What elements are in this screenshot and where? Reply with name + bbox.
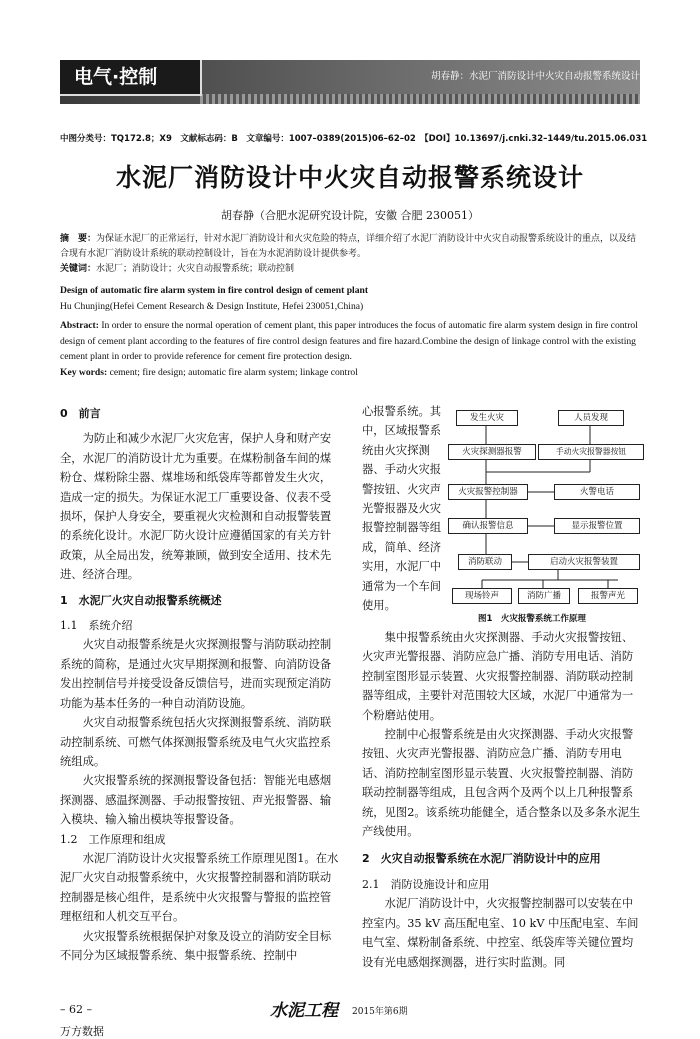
heading-1-1: 1.1 系统介绍	[60, 619, 133, 633]
fig-node-show-location: 显示报警位置	[554, 518, 640, 534]
keywords-en-label: Key words:	[60, 366, 108, 378]
journal-name: 水泥工程	[270, 1001, 338, 1021]
fig-node-start-device: 启动火灾报警装置	[528, 554, 640, 570]
fig-node-phone: 火警电话	[554, 484, 640, 500]
author-line: 胡春静（合肥水泥研究设计院，安徽 合肥 230051）	[221, 209, 479, 222]
keywords-en-text: cement; fire design; automatic fire alarm system; linkage control	[109, 366, 358, 378]
fig-node-detector: 火灾探测器报警	[448, 444, 536, 460]
figure-1	[448, 408, 644, 626]
para-1-1-c: 火灾报警系统的探测报警设备包括：智能光电感烟探测器、感温探测器、手动报警按钮、声光报警器、输入模块、输入输出模块等报警设备。	[60, 774, 332, 827]
classification-line: 中图分类号：TQ172.8；X9 文献标志码：B 文章编号：1007–0389(2015)06–62–02 【DOI】10.13697/j.cnki.32–1449/tu.2015.06.031	[60, 134, 648, 144]
para-central-system: 集中报警系统由火灾探测器、手动火灾报警按钮、火灾声光警报器、消防应急广播、消防专用电话、消防控制室图形显示装置、火灾报警控制器、消防联动控制器等组成，主要针对范围较大区域，水泥厂中通常为一个粉磨站使用。	[362, 631, 634, 722]
heading-2: 2 火灾自动报警系统在水泥厂消防设计中的应用	[362, 852, 601, 866]
fig-node-manual-button: 手动火灾报警器按钮	[538, 444, 644, 460]
para-1-1-b: 火灾自动报警系统包括火灾探测报警系统、消防联动控制系统、可燃气体探测报警系统及电气火灾监控系统组成。	[60, 716, 332, 768]
fig-node-confirm: 确认报警信息	[448, 518, 528, 534]
header-stripe	[200, 94, 640, 104]
para-1-1-a: 火灾自动报警系统是火灾探测报警与消防联动控制系统的简称，是通过火灾早期探测和报警、向消防设备发出控制信号并接受设备反馈信号，进而实现预定消防功能为基本任务的一种自动消防设施。	[60, 638, 332, 710]
fig-node-controller: 火灾报警控制器	[448, 484, 528, 500]
heading-1: 1 水泥厂火灾自动报警系统概述	[60, 593, 222, 607]
right-column	[362, 628, 644, 972]
fig-node-broadcast: 消防广播	[518, 588, 570, 604]
left-column	[60, 404, 342, 965]
abstract-cn-text: 为保证水泥厂的正常运行，针对水泥厂消防设计和火灾危险的特点，详细介绍了水泥厂消防设计中火灾自动报警系统设计的重点，以及结合现有水泥厂消防设计系统的联动控制设计，旨在为水泥消防设计提供参考。	[60, 234, 637, 259]
para-2-1: 水泥厂消防设计中，火灾报警控制器可以安装在中控室内。35 kV 高压配电室、10 kV 中压配电室、车间电气室、煤粉制备系统、中控室、纸袋库等关键位置均设有光电感烟探测器，进行实时监测。同	[362, 897, 639, 969]
figure-1-caption: 图1 火灾报警系统工作原理	[478, 614, 586, 624]
fig-node-sound-light: 报警声光	[578, 588, 638, 604]
abstract-en-label: Abstract:	[60, 320, 99, 331]
para-1-2-b: 火灾报警系统根据保护对象及设立的消防安全目标不同分为区域报警系统、集中报警系统、控制中	[60, 929, 332, 962]
fig-node-person: 人员发现	[558, 410, 624, 426]
heading-0: 0 前言	[60, 407, 101, 420]
paper-title: 水泥厂消防设计中火灾自动报警系统设计	[115, 163, 584, 192]
para-intro: 为防止和减少水泥厂火灾危害，保护人身和财产安全，水泥厂的消防设计尤为重要。在煤粉制备车间的煤粉仓、煤粉除尘器、煤堆场和纸袋库等都曾发生火灾，造成一定的损失。为保证水泥工厂重要设备、仪表不受损坏，保护人身安全，要重视火灾检测和自动报警装置的系统化设计。水泥厂防火设计应遵循国家的有关方针政策，从全局出发，统筹兼顾，做到安全适用、技术先进、经济合理。	[60, 432, 332, 582]
heading-1-2: 1.2 工作原理和组成	[60, 832, 166, 846]
para-1-2-a: 水泥厂消防设计火灾报警系统工作原理见图1。在水泥厂火灾自动报警系统中，火灾报警控制器和消防联动控制器是核心组件，是系统中火灾报警与警报的监控管理枢纽和人机交互平台。	[60, 851, 339, 924]
abstract-en	[60, 318, 640, 380]
heading-2-1: 2.1 消防设施设计和应用	[362, 877, 490, 891]
fig-node-bell: 现场铃声	[452, 588, 512, 604]
abstract-en-text: In order to ensure the normal operation of cement plant, this paper introduces the focus of automatic fire alarm system design in fire control design of cement plant according to the features of fire control design features and fire hazard.Combine the design of linkage control with the existing cement plant in order to provide reference for cement fire protection design.	[60, 320, 638, 362]
title-en: Design of automatic fire alarm system in fire control design of cement plant	[60, 285, 369, 296]
watermark: 万方数据	[60, 1025, 104, 1038]
right-wrap-text: 心报警系统。其中，区域报警系统由火灾探测器、手动火灾报警按钮、火灾声光警报器及火灾报警控制器等组成，简单、经济实用，水泥厂中通常为一个车间使用。	[362, 405, 442, 613]
running-title: 胡春静：水泥厂消防设计中火灾自动报警系统设计	[430, 71, 640, 82]
fig-node-fire: 发生火灾	[456, 410, 518, 426]
page-number: – 62 –	[60, 1003, 92, 1016]
section-tag: 电气·控制	[60, 60, 202, 96]
abstract-cn	[60, 232, 640, 277]
keywords-cn-text: 水泥厂；消防设计；火灾自动报警系统；联动控制	[96, 264, 295, 274]
fig-node-linkage: 消防联动	[458, 554, 512, 570]
keywords-cn-label: 关键词：	[60, 264, 97, 274]
author-en: Hu Chunjing(Hefei Cement Research & Design Institute, Hefei 230051,China)	[60, 301, 364, 312]
para-control-center: 控制中心报警系统是由火灾探测器、手动火灾报警按钮、火灾声光警报器、消防应急广播、消防专用电话、消防控制室图形显示装置、火灾报警控制器、消防联动控制器等组成，且包含两个及两个以上几种报警系统，见图2。该系统功能健全，适合整条以及多条水泥生产线使用。	[362, 728, 641, 839]
abstract-cn-label: 摘 要：	[60, 234, 97, 244]
journal-issue: 2015年第6期	[352, 1007, 408, 1017]
